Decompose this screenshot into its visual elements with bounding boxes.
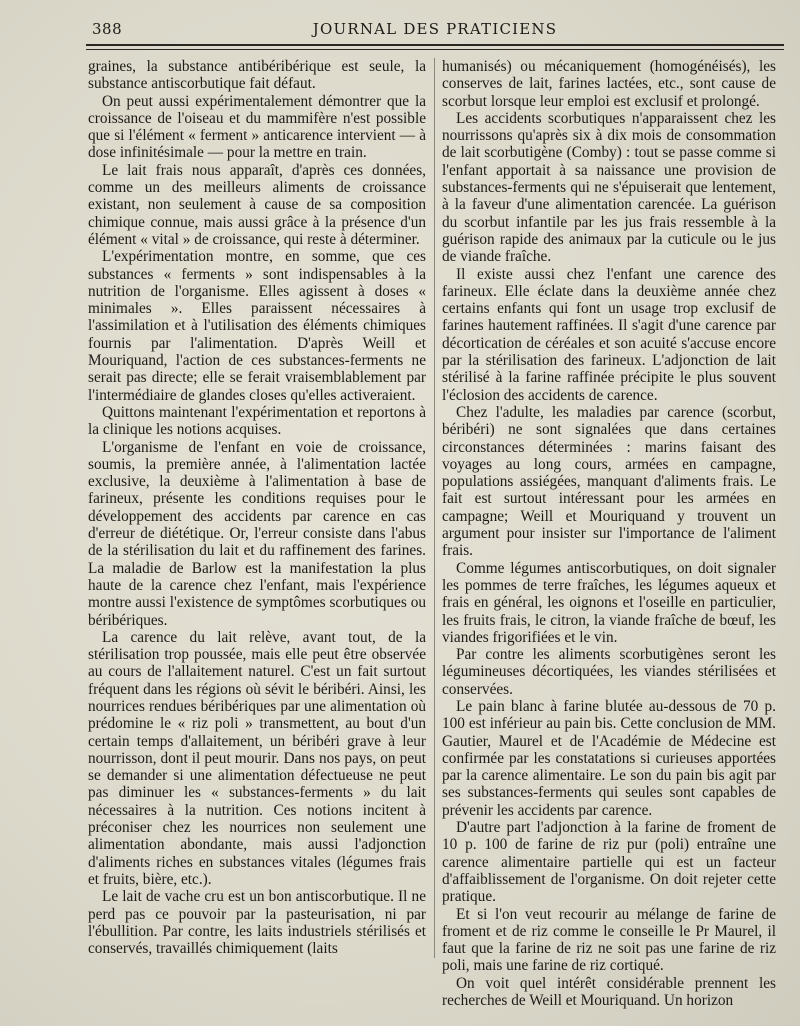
paragraph: D'autre part l'adjonction à la farine de froment de 10 p. 100 de farine de riz pur (poli) entraîne une carence alimentaire partielle qui est un facteur d'affaiblissement de l'organisme. On doit rejeter cette pratique. <box>442 819 776 906</box>
paragraph: Il existe aussi chez l'enfant une carence des farineux. Elle éclate dans la deuxième année chez certains enfants qui font un usage trop exclusif de farines hautement raffinées. Il s'agit d'une carence par décortication de céréales et son acuité s'accuse encore par la stérilisation des farineux. L'adjonction de lait stérilisé à la farine raffinée précipite le plus souvent l'éclosion des accidents de carence. <box>442 265 776 404</box>
paragraph: On peut aussi expérimentalement démontrer que la croissance de l'oiseau et du mammifère n'est possible que si l'élément « ferment » anticarence intervient — à dose infinitésimale — pour la mettre en train. <box>88 92 426 162</box>
paragraph: graines, la substance antibéribérique est seule, la substance antiscorbutique fait défaut. <box>88 58 426 93</box>
header-rule-thick <box>86 44 784 46</box>
header-rule-thin <box>86 49 784 50</box>
right-column <box>442 58 776 1018</box>
paragraph: L'organisme de l'enfant en voie de croissance, soumis, la première année, à l'alimentation lactée exclusive, la deuxième à l'alimentation à base de farineux, présente les conditions requises pour le développement des accidents par carence en cas d'erreur de diététique. Or, l'erreur consiste dans l'abus de la stérilisation du lait et du raffinement des farines. La maladie de Barlow est la manifestation la plus haute de la carence chez l'enfant, mais l'expérience montre aussi l'existence de symptômes scorbutiques ou béribériques. <box>88 438 426 629</box>
paragraph: Quittons maintenant l'expérimentation et reportons à la clinique les notions acquises. <box>88 403 426 439</box>
column-divider <box>434 58 435 958</box>
paragraph: Le pain blanc à farine blutée au-dessous de 70 p. 100 est inférieur au pain bis. Cette conclusion de MM. Gautier, Maurel et de l'Académie de Médecine est confirmée par les constatations si curieuses apportées par la carence alimentaire. Le son du pain bis agit par ses substances-ferments qui seules sont capables de prévenir les accidents par carence. <box>442 697 776 819</box>
paragraph: Chez l'adulte, les maladies par carence (scorbut, béribéri) ne sont signalées que dans certaines circonstances déterminées : marins faisant des voyages au long cours, armées en campagne, populations assiégées, manquant d'aliments frais. Le fait est surtout intéressant pour les armées en campagne; Weill et Mouriquand y trouvent un argument pour insister sur l'importance de l'aliment frais. <box>442 403 776 560</box>
page-number: 388 <box>92 20 123 38</box>
paragraph: On voit quel intérêt considérable prennent les recherches de Weill et Mouriquand. Un horizon <box>442 974 776 1010</box>
paragraph: humanisés) ou mécaniquement (homogénéisés), les conserves de lait, farines lactées, etc., sont cause de scorbut lorsque leur emploi est exclusif et prolongé. <box>442 58 776 110</box>
paragraph: L'expérimentation montre, en somme, que ces substances « ferments » sont indispensables à la nutrition de l'organisme. Elles agissent à doses « minimales ». Elles paraissent nécessaires à l'assimilation et à l'utilisation des éléments chimiques fournis par l'alimentation. D'après Weill et Mouriquand, l'action de ces substances-ferments ne serait pas directe; elle se ferait vraisemblablement par l'intermédiaire de glandes closes qu'elles activeraient. <box>88 248 426 404</box>
paragraph: Et si l'on veut recourir au mélange de farine de froment et de riz comme le conseille le Pr Maurel, il faut que la farine de riz ne soit pas une farine de riz poli, mais une farine de riz cortiqué. <box>442 905 776 975</box>
left-column <box>88 58 426 1018</box>
page-header <box>92 14 778 42</box>
paragraph: Les accidents scorbutiques n'apparaissent chez les nourrissons qu'après six à dix mois de consommation de lait scorbutigène (Comby) : tout se passe comme si l'enfant apportait à sa naissance une provision de substances-ferments qui ne s'épuiserait que lentement, à la faveur d'une alimentation carencée. La guérison du scorbut infantile par les jus frais ressemble à la guérison rapide des animaux par la cuticule ou le jus de viande fraîche. <box>442 109 776 266</box>
paragraph: Par contre les aliments scorbutigènes seront les légumineuses décortiquées, les viandes stérilisées et conservées. <box>442 646 776 698</box>
paragraph: Le lait de vache cru est un bon antiscorbutique. Il ne perd pas ce pouvoir par la pasteurisation, ni par l'ébullition. Par contre, les laits industriels stérilisés et conservés, travaillés chimiquement (laits <box>88 888 426 958</box>
paragraph: Le lait frais nous apparaît, d'après ces données, comme un des meilleurs aliments de croissance existant, non seulement à cause de sa composition chimique connue, mais aussi grâce à la présence d'un élément « vital » de croissance, qui reste à déterminer. <box>88 161 426 248</box>
paragraph: Comme légumes antiscorbutiques, on doit signaler les pommes de terre fraîches, les légumes aqueux et frais en général, les oignons et l'oseille en particulier, les fruits frais, le citron, la viande fraîche de bœuf, les viandes frigorifiées et le vin. <box>442 559 776 646</box>
running-title: JOURNAL DES PRATICIENS <box>312 20 558 38</box>
paragraph: La carence du lait relève, avant tout, de la stérilisation trop poussée, mais elle peut être observée au cours de l'allaitement naturel. C'est un fait surtout fréquent dans les régions où sévit le béribéri. Ainsi, les nourrices rendues béribériques par une alimentation où prédomine le « riz poli » transmettent, au bout d'un certain temps d'allaitement, un béribéri grave à leur nourrisson, dont il peut mourir. Dans nos pays, on peut se demander si une alimentation défectueuse ne peut pas diminuer les « substances-ferments » du lait nécessaires à la nutrition. Ces notions incitent à préconiser chez les nourrices non seulement une alimentation abondante, mais aussi l'adjonction d'aliments riches en substances vitales (légumes frais et fruits, bière, etc.). <box>88 628 426 888</box>
